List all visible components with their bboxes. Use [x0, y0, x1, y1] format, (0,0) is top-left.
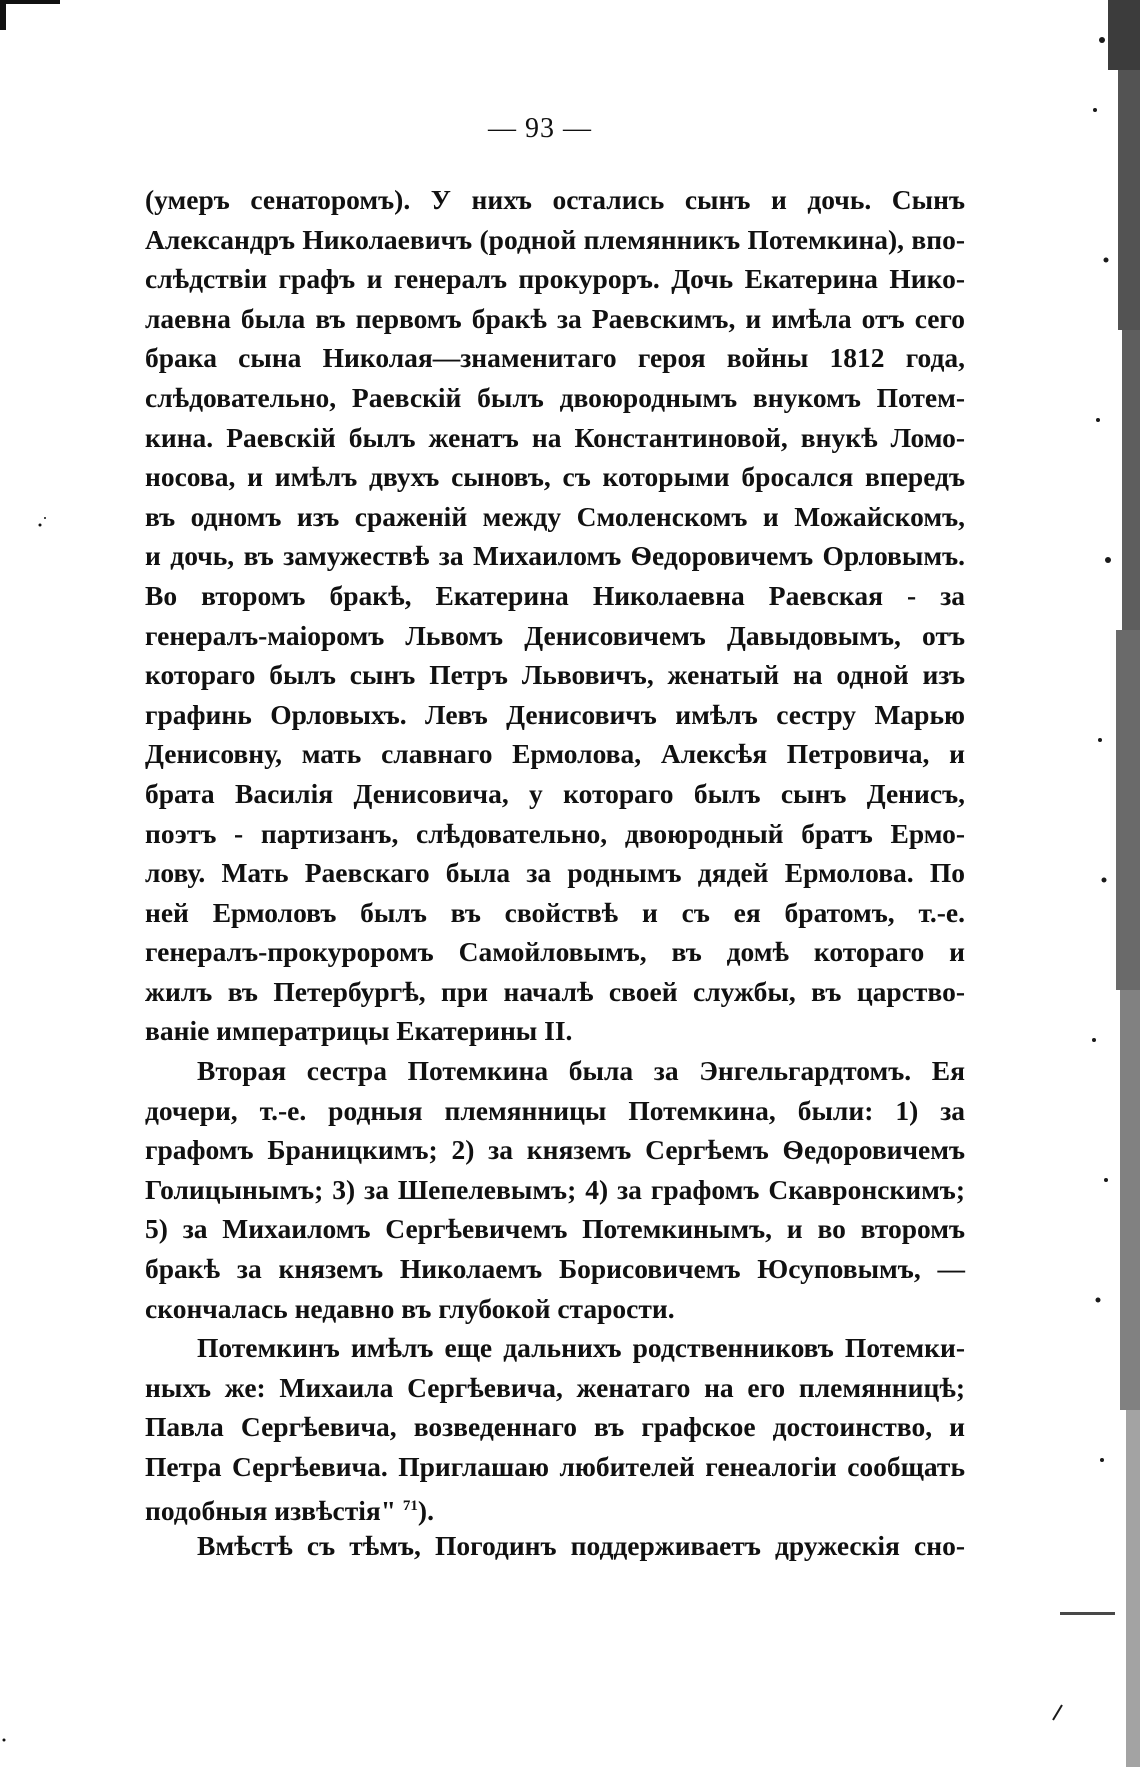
text-line: поэтъ - партизанъ, слѣдовательно, двоюродный братъ Ермо- [145, 817, 965, 849]
text-line: (умеръ сенаторомъ). У нихъ остались сынъ и дочь. Сынъ [145, 184, 965, 215]
text-line: лову. Мать Раевскаго была за роднымъ дядей Ермолова. По [145, 857, 965, 889]
text-line: графинь Орловыхъ. Левъ Денисовичъ имѣлъ сестру Марью [145, 698, 965, 730]
footnote-reference: 71 [402, 1497, 418, 1514]
text-line: и дочь, въ замужествѣ за Михаиломъ Ѳедоровичемъ Орловымъ. [145, 540, 965, 572]
text-line: слѣдовательно, Раевскій былъ двоюроднымъ внукомъ Потем- [145, 381, 965, 413]
text-line: ней Ермоловъ былъ въ свойствѣ и съ ея братомъ, т.-е. [145, 896, 965, 928]
text-line: Александръ Николаевичъ (родной племянникъ Потемкина), впо- [145, 223, 965, 255]
text-line: Во второмъ бракѣ, Екатерина Николаевна Раевская - за [145, 579, 965, 611]
text-line: въ одномъ изъ сраженій между Смоленскомъ и Можайскомъ, [145, 500, 965, 532]
text-line-with-footnote [145, 1487, 965, 1527]
closing-punctuation: ). [417, 1494, 434, 1526]
text-line: Павла Сергѣевича, возведеннаго въ графское достоинство, и [145, 1411, 965, 1443]
paragraph-2 [145, 1051, 965, 1328]
text-line: скончалась недавно въ глубокой старости. [145, 1292, 675, 1324]
body-text [145, 180, 965, 1566]
text-line: генералъ-маіоромъ Львомъ Денисовичемъ Давыдовымъ, отъ [145, 619, 965, 651]
text-line: 5) за Михаиломъ Сергѣевичемъ Потемкинымъ, и во второмъ [145, 1213, 965, 1245]
text-line: Вторая сестра Потемкина была за Энгельгардтомъ. Ея [197, 1055, 965, 1087]
text-line: генералъ-прокуроромъ Самойловымъ, въ домѣ котораго и [145, 936, 965, 968]
text-fragment: подобныя извѣстія" [145, 1494, 397, 1526]
left-scan-marks [0, 0, 60, 1767]
text-line: графомъ Браницкимъ; 2) за княземъ Сергѣемъ Ѳедоровичемъ [145, 1134, 965, 1166]
text-line: дочери, т.-е. родныя племянницы Потемкина, были: 1) за [145, 1094, 965, 1126]
text-line: кина. Раевскій былъ женатъ на Константиновой, внукѣ Ломо- [145, 421, 965, 453]
text-line: ваніе императрицы Екатерины II. [145, 1015, 573, 1047]
paragraph-3 [145, 1328, 965, 1526]
text-line: Петра Сергѣевича. Приглашаю любителей генеалогіи сообщать [145, 1451, 965, 1482]
text-line: брака сына Николая—знаменитаго героя войны 1812 года, [145, 342, 965, 374]
text-line: Потемкинъ имѣлъ еще дальнихъ родственниковъ Потемки- [197, 1332, 965, 1364]
text-line: жилъ въ Петербургѣ, при началѣ своей службы, въ царство- [145, 975, 965, 1007]
text-line: лаевна была въ первомъ бракѣ за Раевскимъ, и имѣла отъ сего [145, 302, 965, 334]
scan-edge-noise [990, 0, 1140, 1767]
text-line: ныхъ же: Михаила Сергѣевича, женатаго на его племянницѣ; [145, 1371, 965, 1403]
page-number: — 93 — [488, 113, 592, 144]
text-line: Вмѣстѣ съ тѣмъ, Погодинъ поддерживаетъ дружескія сно- [197, 1530, 965, 1562]
text-line: носова, и имѣлъ двухъ сыновъ, съ которыми бросался впередъ [145, 461, 965, 493]
text-line: бракѣ за княземъ Николаемъ Борисовичемъ Юсуповымъ, — [145, 1253, 965, 1285]
paragraph-1 [145, 180, 965, 1051]
scan-noise-graphic [990, 0, 1140, 1767]
text-line: брата Василія Денисовича, у котораго былъ сынъ Денисъ, [145, 777, 965, 809]
paragraph-4 [145, 1526, 965, 1566]
text-line: котораго былъ сынъ Петръ Львовичъ, женатый на одной изъ [145, 659, 965, 691]
text-line: Денисовну, мать славнаго Ермолова, Алексѣя Петровича, и [145, 738, 965, 770]
text-line: слѣдствіи графъ и генералъ прокуроръ. Дочь Екатерина Нико- [145, 263, 965, 295]
text-line: Голицынымъ; 3) за Шепелевымъ; 4) за графомъ Скавронскимъ; [145, 1173, 965, 1205]
